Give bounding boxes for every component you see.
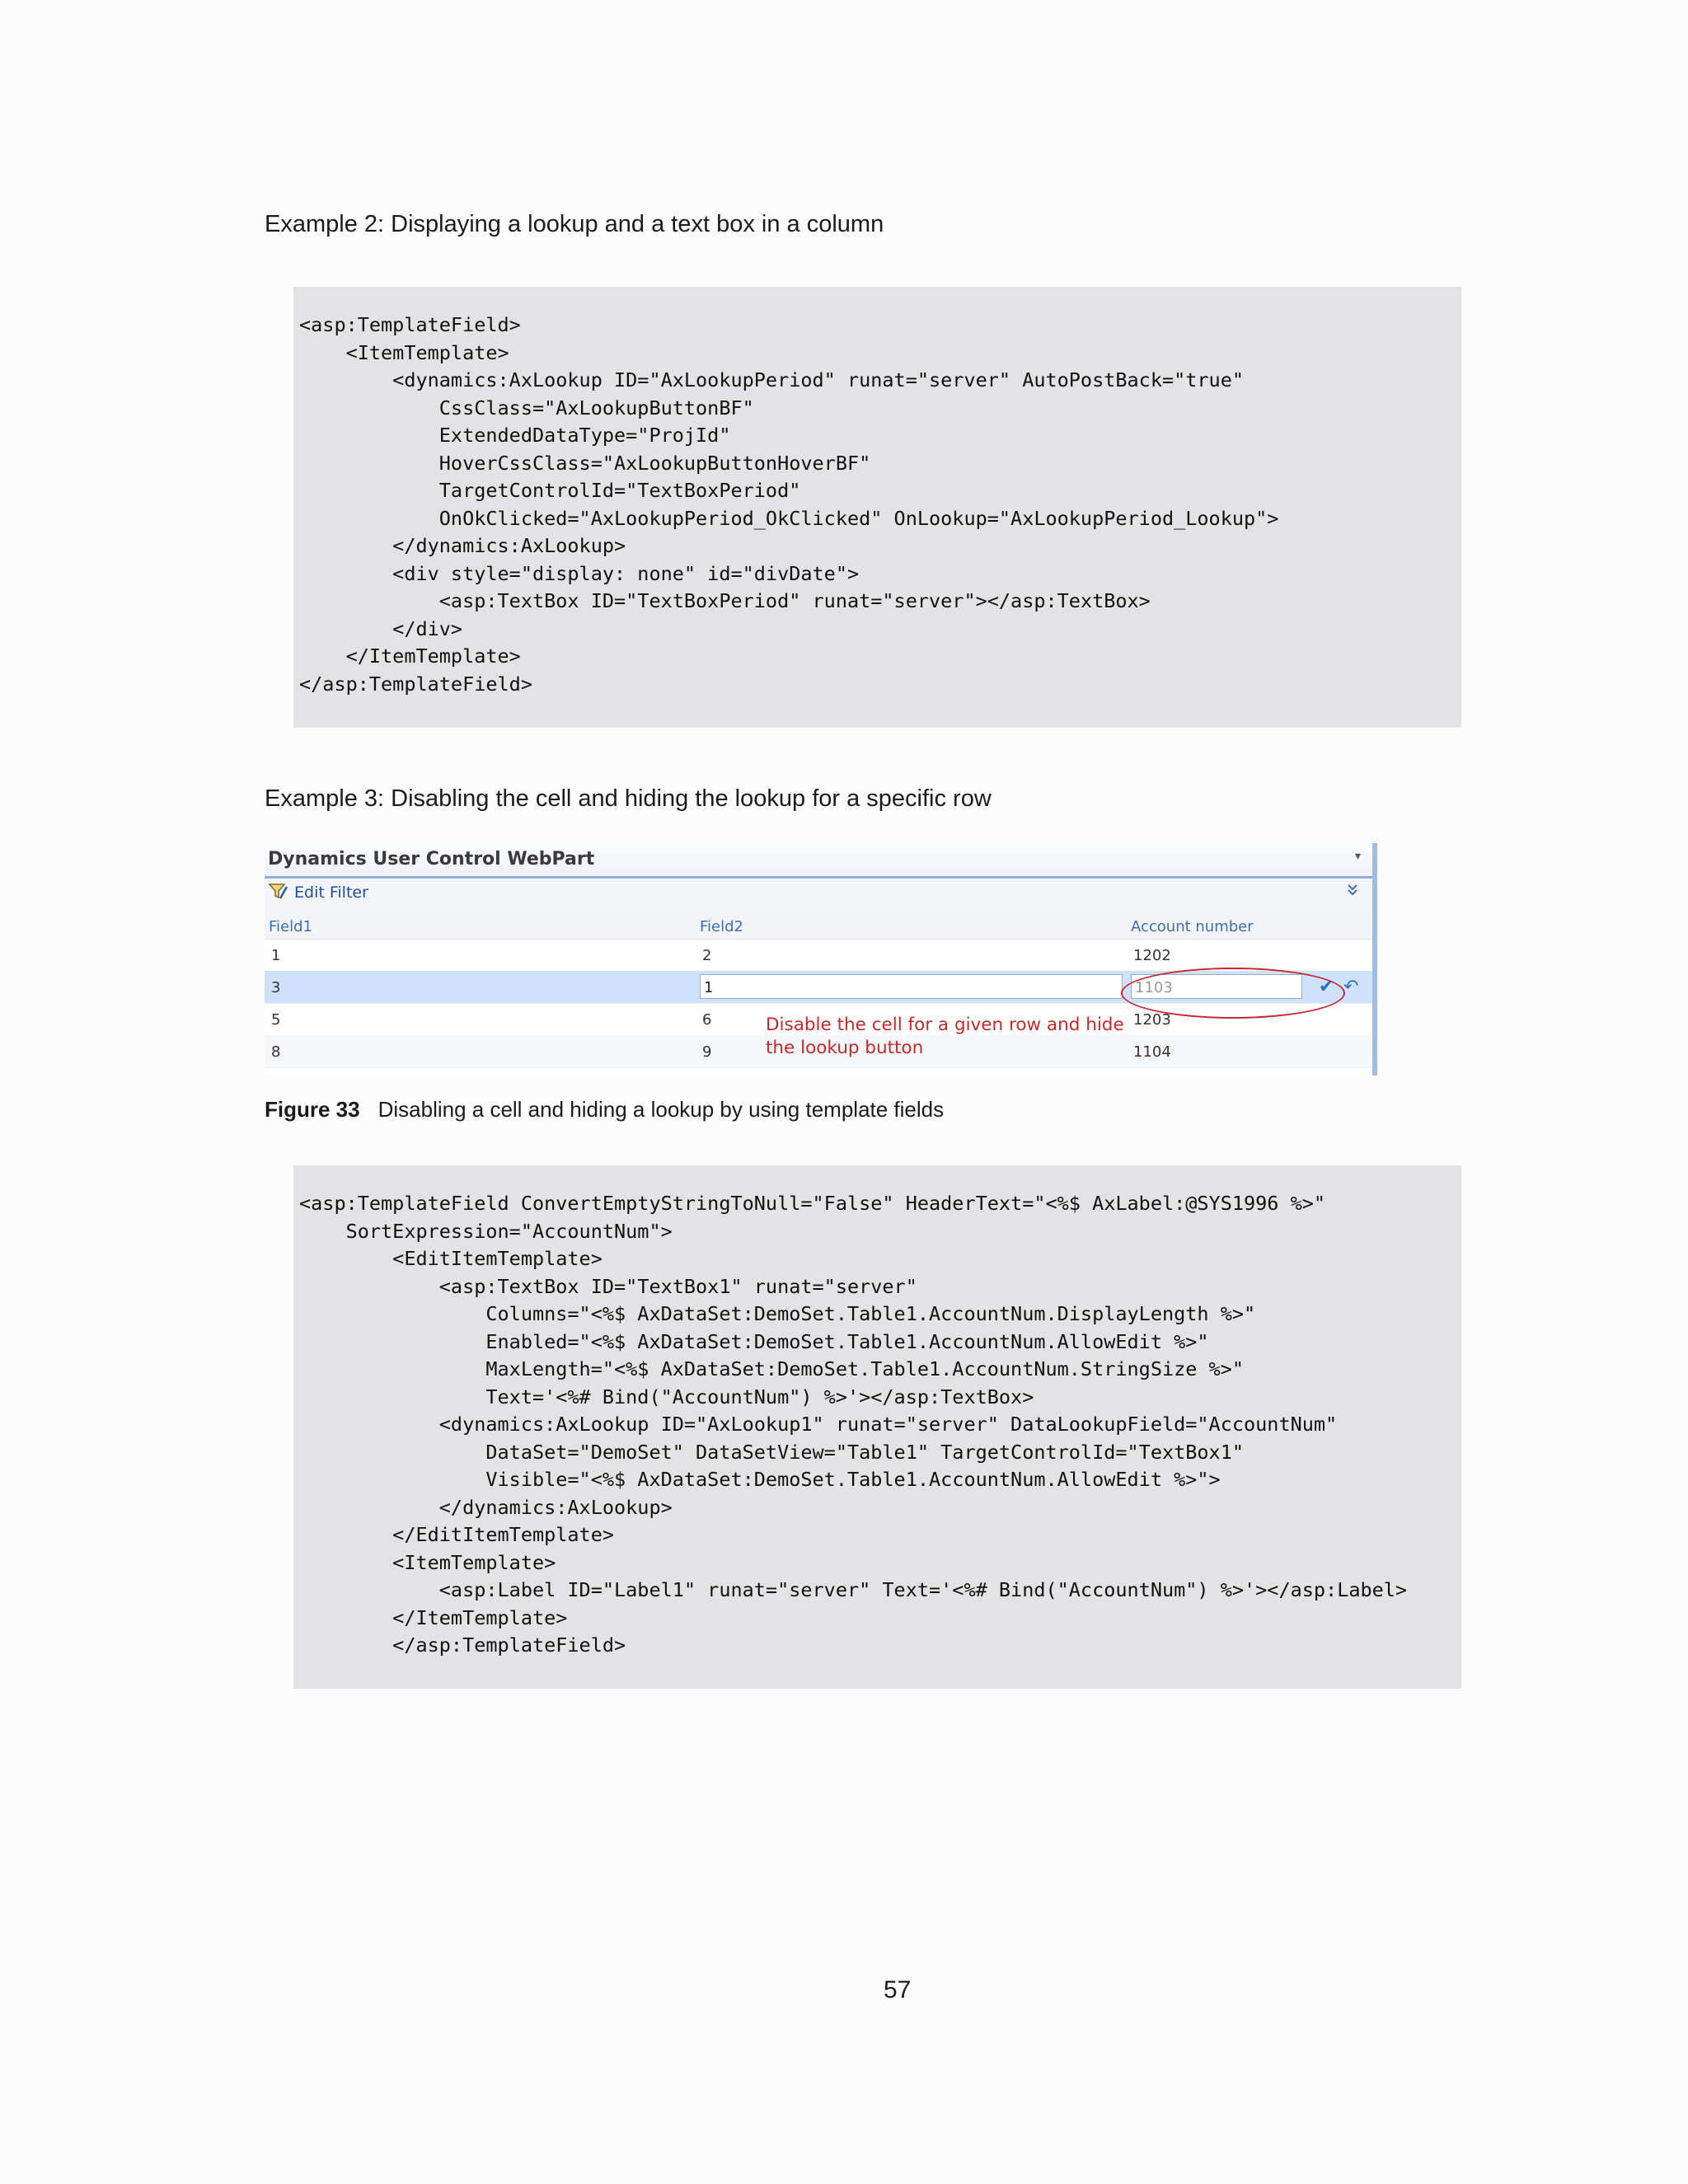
- account-number-disabled-input: 1103: [1131, 974, 1302, 999]
- code-line: Enabled="<%$ AxDataSet:DemoSet.Table1.AccountNum.AllowEdit %>": [299, 1329, 1209, 1353]
- code-line: CssClass="AxLookupButtonBF": [299, 396, 754, 419]
- code-line: <asp:TemplateField ConvertEmptyStringToNull="False" HeaderText="<%$ AxLabel:@SYS1996 %>": [299, 1192, 1326, 1215]
- example-3-heading: Example 3: Disabling the cell and hiding the lookup for a specific row: [265, 785, 992, 812]
- cell-field2: 2: [702, 947, 712, 964]
- cell-field2: 6: [702, 1011, 712, 1029]
- figure-label: Figure 33: [265, 1097, 360, 1122]
- column-header-field1[interactable]: Field1: [269, 918, 312, 935]
- cell-field1: 8: [271, 1043, 281, 1061]
- figure-caption-text: Disabling a cell and hiding a lookup by using template fields: [377, 1097, 945, 1122]
- code-line: <ItemTemplate>: [299, 340, 509, 364]
- dropdown-arrow-icon[interactable]: ▾: [1354, 850, 1361, 863]
- code-line: <EditItemTemplate>: [299, 1247, 603, 1270]
- webpart-screenshot: [265, 843, 1377, 1076]
- code-line: Columns="<%$ AxDataSet:DemoSet.Table1.AccountNum.DisplayLength %>": [299, 1302, 1256, 1325]
- code-line: <ItemTemplate>: [299, 1550, 556, 1574]
- cell-account: 1203: [1133, 1011, 1171, 1029]
- cell-field1: 5: [271, 1011, 281, 1029]
- collapse-chevron-icon[interactable]: [1346, 883, 1359, 902]
- code-line: </asp:TemplateField>: [299, 672, 532, 696]
- code-line: <asp:TextBox ID="TextBoxPeriod" runat="server"></asp:TextBox>: [299, 589, 1151, 612]
- code-line: <dynamics:AxLookup ID="AxLookupPeriod" runat="server" AutoPostBack="true": [299, 368, 1245, 391]
- cell-field2: 9: [702, 1043, 712, 1061]
- code-line: <asp:TemplateField>: [299, 313, 521, 336]
- field2-edit-input[interactable]: 1: [700, 974, 1123, 999]
- code-line: ExtendedDataType="ProjId": [299, 424, 731, 447]
- code-line: Text='<%# Bind("AccountNum") %>'></asp:TextBox>: [299, 1385, 1034, 1408]
- code-line: HoverCssClass="AxLookupButtonHoverBF": [299, 451, 871, 475]
- code-line: OnOkClicked="AxLookupPeriod_OkClicked" OnLookup="AxLookupPeriod_Lookup">: [299, 506, 1279, 530]
- edit-filter-link[interactable]: Edit Filter: [294, 883, 368, 902]
- annotation-callout: [766, 1014, 1124, 1060]
- code-line: SortExpression="AccountNum">: [299, 1219, 673, 1243]
- undo-icon[interactable]: ↶: [1343, 977, 1359, 997]
- ok-check-icon[interactable]: ✔: [1319, 977, 1334, 997]
- figure-caption: [265, 1097, 944, 1122]
- cell-account: 1202: [1133, 947, 1171, 964]
- annotation-line: Disable the cell for a given row and hide: [766, 1015, 1124, 1035]
- page-number: 57: [884, 1976, 912, 2004]
- code-line: <dynamics:AxLookup ID="AxLookup1" runat="server" DataLookupField="AccountNum": [299, 1413, 1338, 1436]
- code-line: <div style="display: none" id="divDate">: [299, 561, 860, 585]
- table-row[interactable]: [265, 939, 1372, 972]
- cell-account: 1104: [1133, 1043, 1171, 1061]
- webpart-toolbar: [265, 879, 1372, 907]
- code-listing: [299, 312, 1461, 698]
- example-2-heading: Example 2: Displaying a lookup and a text box in a column: [265, 211, 884, 237]
- code-line: </asp:TemplateField>: [299, 1633, 626, 1657]
- annotation-line: the lookup button: [766, 1038, 924, 1058]
- code-block-example-2: [293, 287, 1461, 728]
- code-line: MaxLength="<%$ AxDataSet:DemoSet.Table1.AccountNum.StringSize %>": [299, 1357, 1245, 1380]
- code-block-example-3: [293, 1165, 1461, 1689]
- webpart-title: Dynamics User Control WebPart: [268, 849, 595, 869]
- code-line: </ItemTemplate>: [299, 1605, 568, 1629]
- webpart-title-bar: [265, 843, 1372, 879]
- column-header-account-number[interactable]: Account number: [1131, 918, 1254, 935]
- code-line: </div>: [299, 616, 463, 640]
- code-line: <asp:Label ID="Label1" runat="server" Text='<%# Bind("AccountNum") %>'></asp:Label>: [299, 1578, 1408, 1601]
- code-line: </ItemTemplate>: [299, 644, 521, 668]
- code-line: DataSet="DemoSet" DataSetView="Table1" TargetControlId="TextBox1": [299, 1440, 1245, 1464]
- cell-field1: 1: [271, 947, 281, 964]
- code-listing: [299, 1190, 1461, 1660]
- code-line: </dynamics:AxLookup>: [299, 534, 626, 557]
- cell-field1: 3: [271, 979, 281, 996]
- code-line: <asp:TextBox ID="TextBox1" runat="server": [299, 1274, 917, 1298]
- code-line: Visible="<%$ AxDataSet:DemoSet.Table1.AccountNum.AllowEdit %>">: [299, 1468, 1221, 1491]
- filter-icon: [268, 882, 289, 906]
- code-line: TargetControlId="TextBoxPeriod": [299, 479, 801, 502]
- highlight-ellipse: [1121, 968, 1345, 1019]
- column-header-field2[interactable]: Field2: [700, 918, 743, 935]
- code-line: </EditItemTemplate>: [299, 1523, 615, 1546]
- code-line: </dynamics:AxLookup>: [299, 1495, 673, 1519]
